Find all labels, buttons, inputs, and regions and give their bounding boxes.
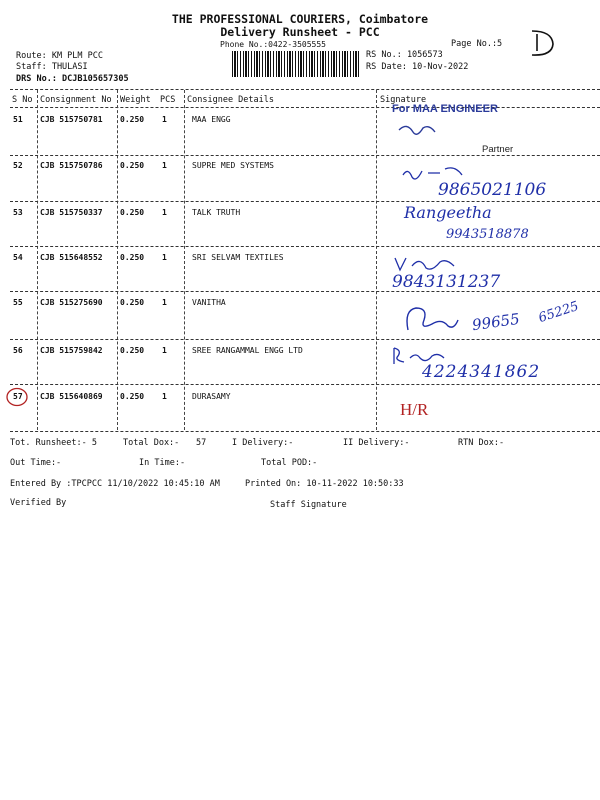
row-weight: 0.250 <box>120 298 145 307</box>
row-consignment: CJB 515750786 <box>40 161 103 170</box>
rs-number: RS No.: 1056573 <box>366 50 443 60</box>
row-weight: 0.250 <box>120 115 145 124</box>
row-signature-phone: 9865021106 <box>438 180 547 200</box>
col-header-signature: Signature <box>380 95 427 105</box>
row-pcs: 1 <box>162 346 167 355</box>
verified-by: Verified By <box>10 498 67 508</box>
row-weight: 0.250 <box>120 208 145 217</box>
row-signature-stamp: For MAA ENGINEER <box>392 103 498 115</box>
row-sno: 57 <box>13 392 23 401</box>
row-sno: 56 <box>13 346 23 355</box>
signature-scribble <box>392 254 462 274</box>
row-divider <box>10 201 600 202</box>
row-sno: 53 <box>13 208 23 217</box>
row-consignment: CJB 515750337 <box>40 208 103 217</box>
header-bottom-rule <box>10 107 600 108</box>
row-consignee: VANITHA <box>192 298 226 307</box>
row-pcs: 1 <box>162 392 167 401</box>
company-name: THE PROFESSIONAL COURIERS, Coimbatore <box>171 12 429 26</box>
row-signature-phone-cont: 65225 <box>536 298 581 327</box>
row-consignee: MAA ENGG <box>192 115 231 124</box>
row-consignment: CJB 515640869 <box>40 392 103 401</box>
col-divider <box>376 90 377 430</box>
col-header-weight: Weight <box>120 95 151 105</box>
row-signature-role: Partner <box>482 144 514 155</box>
total-pod: Total POD:- <box>261 458 318 468</box>
col-header-consignment: Consignment No <box>40 95 112 105</box>
row-sno: 55 <box>13 298 23 307</box>
col-header-consignee: Consignee Details <box>187 95 274 105</box>
row-pcs: 1 <box>162 115 167 124</box>
row-pcs: 1 <box>162 208 167 217</box>
row-signature-phone: 99655 <box>470 309 521 335</box>
row-sno: 52 <box>13 161 23 170</box>
row-signature-name: Rangeetha <box>404 203 492 222</box>
page-number: Page No.:5 <box>451 39 503 49</box>
row-signature-phone: 9843131237 <box>392 272 501 292</box>
col-divider <box>37 90 38 430</box>
row-weight: 0.250 <box>120 253 145 262</box>
row-consignee: DURASAMY <box>192 392 231 401</box>
row-pcs: 1 <box>162 298 167 307</box>
barcode <box>232 51 360 77</box>
row-consignment: CJB 515750781 <box>40 115 103 124</box>
row-consignment: CJB 515648552 <box>40 253 103 262</box>
row-weight: 0.250 <box>120 346 145 355</box>
table-bottom-rule <box>10 431 600 432</box>
total-dox-value: 57 <box>196 438 207 448</box>
rtn-dox: RTN Dox:- <box>458 438 505 448</box>
total-runsheet: Tot. Runsheet:- 5 <box>10 438 97 448</box>
row-signature-phone: 9943518878 <box>446 227 529 242</box>
ii-delivery: II Delivery:- <box>343 438 410 448</box>
phone-number: Phone No.:0422-3505555 <box>220 40 326 49</box>
out-time: Out Time:- <box>10 458 62 468</box>
row-consignee: SREE RANGAMMAL ENGG LTD <box>192 346 303 355</box>
row-divider <box>10 246 600 247</box>
rs-date: RS Date: 10-Nov-2022 <box>366 62 469 72</box>
staff: Staff: THULASI <box>16 62 88 72</box>
i-delivery: I Delivery:- <box>232 438 294 448</box>
col-divider <box>184 90 185 430</box>
row-sno: 54 <box>13 253 23 262</box>
col-header-sno: S No <box>12 95 33 105</box>
runsheet-title: Delivery Runsheet - PCC <box>220 25 380 39</box>
corner-mark-d <box>526 28 556 58</box>
row-consignee: SUPRE MED SYSTEMS <box>192 161 274 170</box>
route: Route: KM PLM PCC <box>16 51 103 61</box>
col-divider <box>117 90 118 430</box>
printed-on: Printed On: 10-11-2022 10:50:33 <box>245 479 404 489</box>
in-time: In Time:- <box>139 458 186 468</box>
row-divider <box>10 155 600 156</box>
row-signature-phone: 4224341862 <box>422 362 541 382</box>
row-pcs: 1 <box>162 253 167 262</box>
row-consignment: CJB 515275690 <box>40 298 103 307</box>
row-weight: 0.250 <box>120 392 145 401</box>
signature-scribble <box>402 300 462 336</box>
entered-by: Entered By :TPCPCC 11/10/2022 10:45:10 AM <box>10 479 220 489</box>
row-consignment: CJB 515759842 <box>40 346 103 355</box>
header-top-rule <box>10 89 600 90</box>
drs-number: DRS No.: DCJB105657305 <box>16 74 129 84</box>
signature-scribble <box>395 118 455 144</box>
row-sno: 51 <box>13 115 23 124</box>
col-header-pcs: PCS <box>160 95 176 105</box>
staff-signature: Staff Signature <box>270 500 347 510</box>
row-consignee: SRI SELVAM TEXTILES <box>192 253 284 262</box>
total-dox-label: Total Dox:- <box>123 438 180 448</box>
row-pcs: 1 <box>162 161 167 170</box>
row-consignee: TALK TRUTH <box>192 208 241 217</box>
row-divider <box>10 339 600 340</box>
row-weight: 0.250 <box>120 161 145 170</box>
row-divider <box>10 291 600 292</box>
row-divider <box>10 384 600 385</box>
row-signature-status: H/R <box>400 400 429 419</box>
